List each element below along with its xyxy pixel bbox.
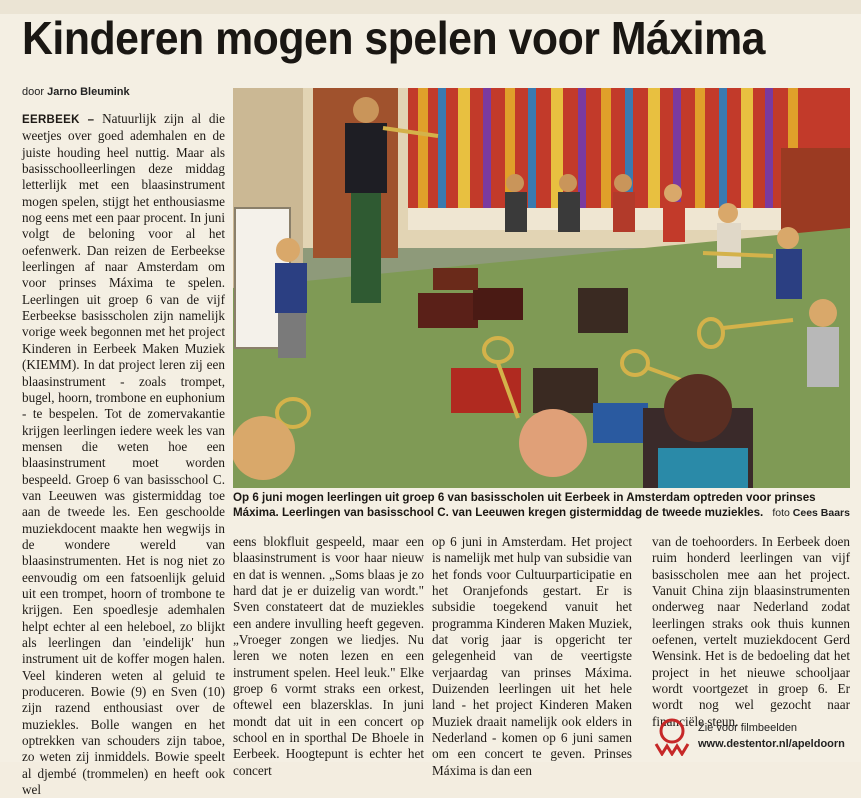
article-column-3 bbox=[432, 534, 632, 779]
article-column-1 bbox=[22, 111, 225, 798]
headline: Kinderen mogen spelen voor Máxima bbox=[22, 12, 765, 64]
column-2-text: eens blokfluit gespeeld, maar een blaasinstrument is voor haar nieuw en dat is wennen. „Soms blaas je zo hard dat je er duizelig van wordt." Sven constateert dat de muziekles een andere invulling heeft gegeven. „Vroeger zongen we liedjes. Nu leren we noten lezen en een instrument spelen. Heel leuk." Elke groep 6 vormt straks een orkest, oftewel een blazersklas. In juni mondt dat uit in een concert op school en in sporthal De Bhoele in Eerbeek. Hoogtepunt is echter het concert bbox=[233, 534, 424, 778]
byline-prefix: door bbox=[22, 86, 45, 98]
promo-link[interactable]: www.destentor.nl/apeldoorn bbox=[698, 738, 845, 750]
promo-text: Zie voor filmbeelden bbox=[698, 722, 798, 734]
photo-credit-prefix: foto bbox=[772, 507, 790, 519]
article-column-2 bbox=[233, 534, 424, 779]
dateline: EERBEEK – bbox=[22, 114, 95, 126]
photo-credit bbox=[772, 507, 850, 519]
photo-caption: Op 6 juni mogen leerlingen uit groep 6 van basisscholen uit Eerbeek in Amsterdam optreden voor prinses Máxima. Leerlingen van basisschool C. van Leeuwen kregen gistermiddag de tweede muziekles. bbox=[233, 491, 816, 519]
byline-author: Jarno Bleumink bbox=[47, 86, 130, 98]
classroom-photo bbox=[233, 88, 850, 488]
film-promo[interactable] bbox=[652, 718, 850, 760]
byline bbox=[22, 86, 130, 98]
classroom-photo-illustration bbox=[233, 88, 850, 488]
column-4-text: van de toehoorders. In Eerbeek doen ruim honderd leerlingen van vijf basisscholen mee aan het project. Vanuit China zijn blaasinstrumenten onderweg naar Nederland zodat leerlingen straks ook thuis kunnen oefenen, vertelt muziekdocent Gerd Wensink. Het is de bedoeling dat het project in het nieuwe schooljaar wordt voortgezet in groep 6. Er wordt nog wel gezocht naar financiële steun. bbox=[652, 534, 850, 729]
photo-credit-name: Cees Baars bbox=[792, 507, 850, 519]
stentor-logo-icon bbox=[652, 718, 692, 756]
article-column-4 bbox=[652, 534, 850, 730]
column-3-text: op 6 juni in Amsterdam. Het project is namelijk met hulp van subsidie van het fonds voor Cultuurparticipatie en het Oranjefonds gestart. Er is subsidie toegekend vanuit het programma Kinderen Maken Muziek, dat vorig jaar is opgericht ter gelegenheid van de veertigste verjaardag van prinses Máxima. Duizenden leerlingen uit het hele land - het project Kinderen Maken Muziek draait namelijk ook elders in Nederland - komen op 6 juni samen om een concert te geven. Prinses Máxima is dan een bbox=[432, 534, 632, 778]
column-1-text: Natuurlijk zijn al die weetjes over goed ademhalen en de juiste houding heel nuttig. Maar als basisschoolleerlingen deze middag letterlijk met een blaasinstrument mogen spelen, stijgt het enthousiasme nog eens met een paar procent. In juni volgt de beloning voor al het oefenwerk. Dan reizen de Eerbeekse leerlingen af naar Amsterdam om voor prinses Máxima te spelen. Leerlingen uit groep 6 van de vijf Eerbeekse basisscholen zijn namelijk vorige week begonnen met het project Kinderen in Eerbeek Maken Muziek (KIEMM). In dat project leren zij een blaasinstrument - zoals trompet, bugel, hoorn, trombone en euphonium - te bespelen. Tot de zomervakantie krijgen leerlingen iedere week les van mensen die weten hoe een blaasinstrument moet worden bespeeld. Groep 6 van basisschool C. van Leeuwen was gistermiddag toe aan de tweede les. Een geschoolde muziekdocent maakte hen wegwijs in de wondere wereld van blaasinstrumenten. Het is nog niet zo eenvoudig om een fatsoenlijk geluid uit een trompet, hoorn of trombone te krijgen. Een spoedlesje ademhalen helpt echter al een heleboel, zo blijkt als leerlingen dan 'eindelijk' hun instrument uit de koffer mogen halen. Veel kinderen weten al geluid te produceren. Bowie (9) en Sven (10) zijn razend enthousiast over de muziekles. Bolle wangen en het optrekken van schouders zijn taboe, zo weten zij inmiddels. Bowie speelt al djembé (trommelen) en heeft ook wel bbox=[22, 111, 226, 798]
